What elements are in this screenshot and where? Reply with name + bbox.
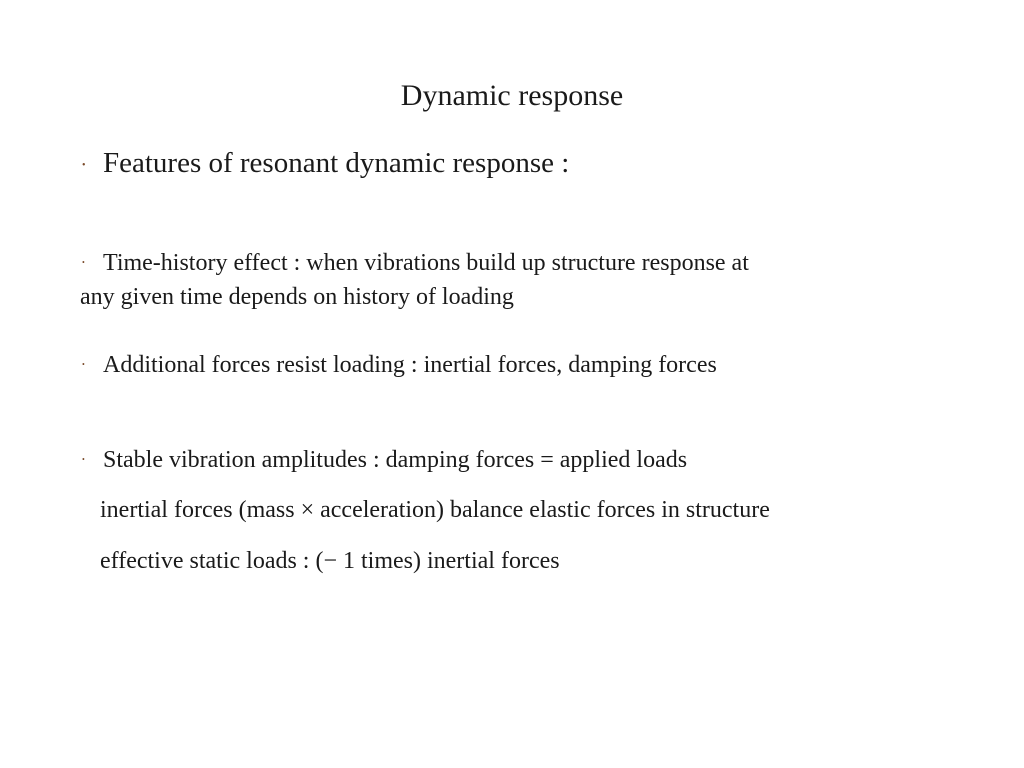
time-history-line-2: any given time depends on history of loading xyxy=(80,284,514,310)
bullet-icon: • xyxy=(82,360,85,369)
time-history-line-1: Time-history effect : when vibrations build up structure response at xyxy=(103,250,749,276)
inertial-balance-text: inertial forces (mass × acceleration) balance elastic forces in structure xyxy=(100,497,770,523)
bullet-icon: • xyxy=(82,160,86,171)
additional-forces-text: Additional forces resist loading : inertial forces, damping forces xyxy=(103,352,717,378)
bullet-icon: • xyxy=(82,258,85,267)
effective-loads-text: effective static loads : (− 1 times) inertial forces xyxy=(100,548,560,574)
slide-title: Dynamic response xyxy=(400,79,624,112)
main-heading: Features of resonant dynamic response : xyxy=(103,147,570,179)
stable-amplitudes-text: Stable vibration amplitudes : damping forces = applied loads xyxy=(103,447,688,473)
bullet-icon: • xyxy=(82,455,85,464)
